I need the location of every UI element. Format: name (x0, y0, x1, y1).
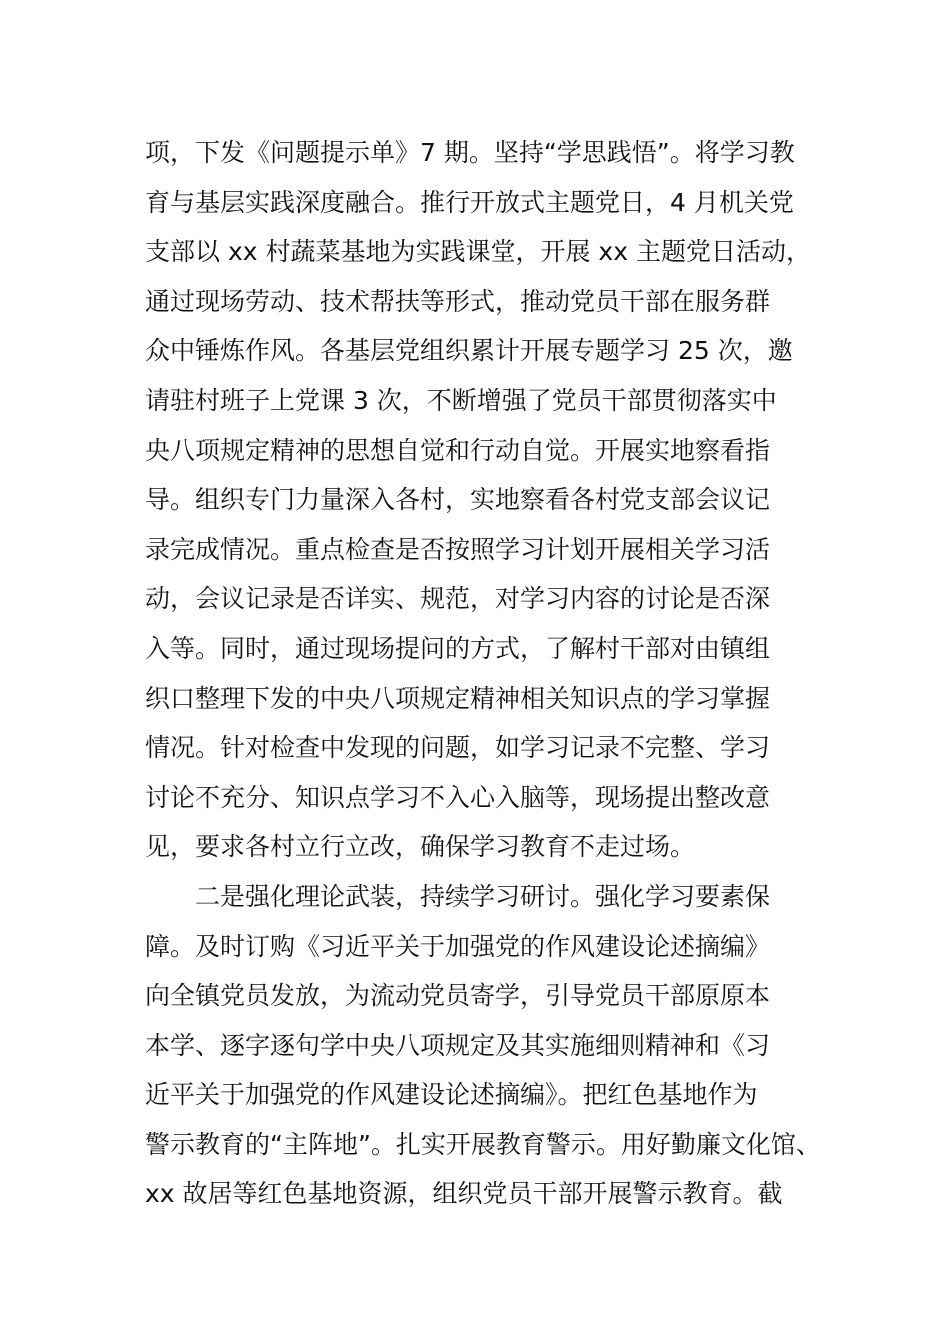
text-line: 央八项规定精神的思想自觉和行动自觉。开展实地察看指 (145, 435, 771, 465)
text-line: 入等。同时，通过现场提问的方式，了解村干部对由镇组 (145, 633, 771, 663)
body-text (145, 128, 835, 1219)
text-line: 讨论不充分、知识点学习不入心入脑等，现场提出整改意 (145, 782, 771, 812)
text-line: 项，下发《问题提示单》7 期。坚持“学思践悟”。将学习教 (145, 138, 795, 167)
paragraph-start-line: 二是强化理论武装，持续学习研讨。强化学习要素保 (195, 881, 771, 911)
text-line: 见，要求各村立行立改，确保学习教育不走过场。 (145, 832, 696, 862)
text-line: 向全镇党员发放，为流动党员寄学，引导党员干部原原本 (145, 981, 771, 1011)
text-line: 警示教育的“主阵地”。扎实开展教育警示。用好勤廉文化馆、 (145, 1129, 821, 1159)
text-line: 本学、逐字逐句学中央八项规定及其实施细则精神和《习 (145, 1030, 771, 1060)
text-line: 支部以 xx 村蔬菜基地为实践课堂，开展 xx 主题党日活动， (145, 237, 811, 267)
text-line: 通过现场劳动、技术帮扶等形式，推动党员干部在服务群 (145, 286, 771, 316)
text-line: 情况。针对检查中发现的问题，如学习记录不完整、学习 (145, 733, 771, 763)
text-line: 近平关于加强党的作风建设论述摘编》。把红色基地作为 (145, 1080, 758, 1110)
text-line: 众中锤炼作风。各基层党组织累计开展专题学习 25 次，邀 (145, 336, 793, 366)
text-line: 导。组织专门力量深入各村，实地察看各村党支部会议记 (145, 485, 771, 515)
text-line: 育与基层实践深度融合。推行开放式主题党日，4 月机关党 (145, 187, 794, 217)
text-line: xx 故居等红色基地资源，组织党员干部开展警示教育。截 (145, 1179, 783, 1209)
text-line: 请驻村班子上党课 3 次，不断增强了党员干部贯彻落实中 (145, 385, 777, 415)
text-line: 障。及时订购《习近平关于加强党的作风建设论述摘编》 (145, 931, 771, 961)
text-line: 录完成情况。重点检查是否按照学习计划开展相关学习活 (145, 534, 771, 564)
text-line: 织口整理下发的中央八项规定精神相关知识点的学习掌握 (145, 683, 771, 713)
text-line: 动，会议记录是否详实、规范，对学习内容的讨论是否深 (145, 584, 771, 614)
